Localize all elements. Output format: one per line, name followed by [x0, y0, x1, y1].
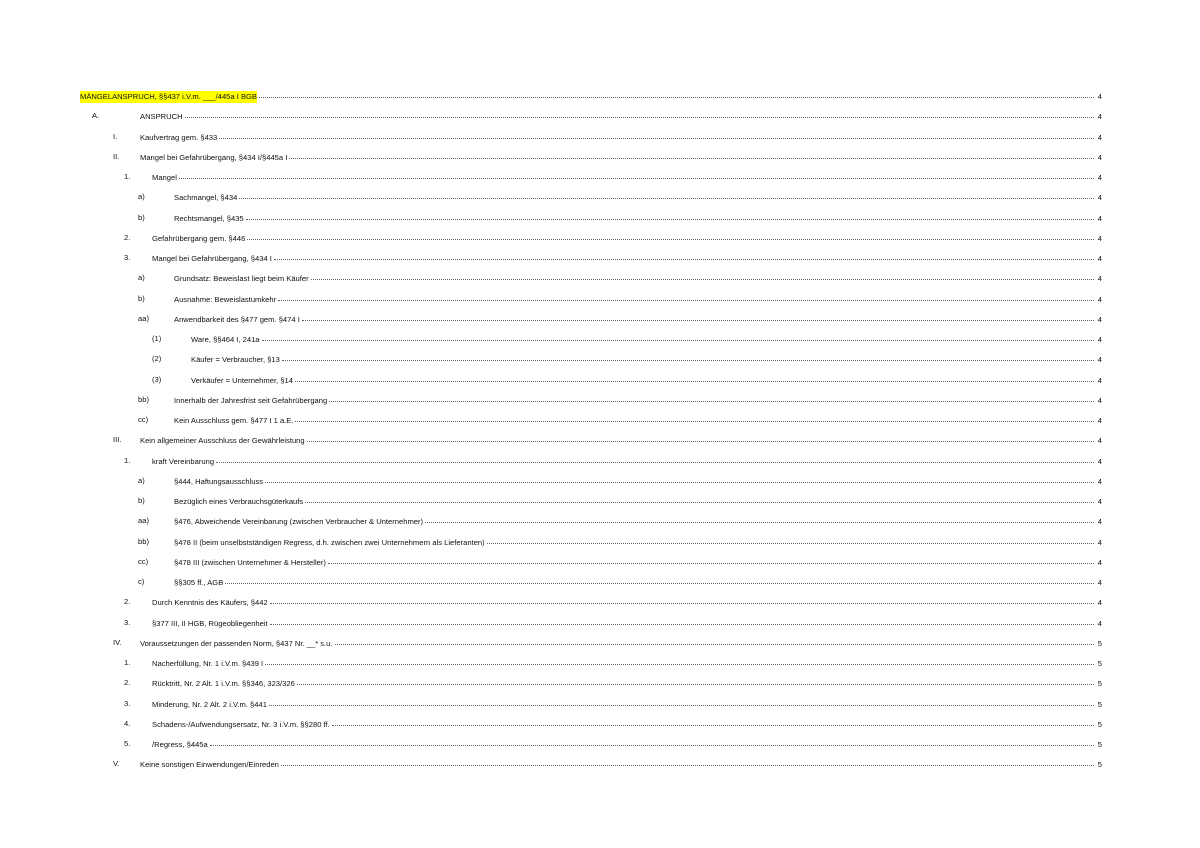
dot-leader — [210, 737, 1094, 746]
toc-entry-number: c) — [138, 577, 145, 586]
toc-entry-page-number: 4 — [1097, 618, 1102, 628]
dot-leader — [332, 717, 1094, 726]
toc-entry-page-number: 4 — [1097, 456, 1102, 466]
toc-entry-title: Rücktritt, Nr. 2 Alt. 1 i.V.m. §§346, 323/326 — [152, 679, 295, 689]
toc-entry-number: I. — [113, 131, 118, 141]
toc-entry[interactable] — [80, 272, 1102, 292]
toc-entry-page-number: 5 — [1097, 740, 1102, 749]
dot-leader — [305, 494, 1094, 503]
toc-entry-title: Käufer = Verbraucher, §13 — [191, 355, 280, 365]
toc-entry[interactable] — [80, 617, 1102, 637]
dot-leader — [295, 413, 1094, 422]
toc-entry[interactable] — [80, 293, 1102, 313]
toc-entry-page-number: 4 — [1097, 517, 1102, 527]
toc-entry[interactable] — [80, 475, 1102, 495]
toc-entry-title: Verkäufer = Unternehmer, §14 — [191, 375, 293, 385]
toc-entry[interactable] — [80, 171, 1102, 191]
toc-entry-page-number: 4 — [1097, 193, 1102, 203]
dot-leader — [239, 190, 1094, 199]
dot-leader — [265, 656, 1094, 665]
toc-entry-title: §444, Haftungsausschluss — [174, 476, 264, 486]
dot-leader — [274, 251, 1094, 260]
toc-entry-number: 1. — [124, 172, 131, 181]
toc-entry-title: Ausnahme: Beweislastumkehr — [174, 294, 277, 304]
toc-entry[interactable] — [80, 353, 1102, 373]
toc-entry-title: Kein Ausschluss gem. §477 I 1 a.E. — [174, 416, 294, 425]
toc-entry-page-number: 5 — [1097, 699, 1102, 709]
toc-entry-page-number: 5 — [1097, 760, 1102, 770]
table-of-contents — [80, 90, 1102, 779]
dot-leader — [307, 433, 1094, 442]
toc-entry[interactable] — [80, 232, 1102, 252]
toc-entry-page-number: 5 — [1097, 719, 1102, 729]
toc-entry[interactable] — [80, 596, 1102, 616]
toc-entry-number: 3. — [124, 617, 131, 627]
toc-entry-number: IV. — [113, 637, 122, 647]
toc-entry-title: Anwendbarkeit des §477 gem. §474 I — [174, 314, 300, 324]
toc-entry-title: Gefahrübergang gem. §446 — [152, 233, 246, 243]
dot-leader — [262, 332, 1094, 341]
toc-entry[interactable] — [80, 131, 1102, 151]
toc-entry[interactable] — [80, 434, 1102, 454]
toc-entry[interactable] — [80, 536, 1102, 556]
toc-entry-title: §478 II (beim unselbstständigen Regress, d.h. zwischen zwei Unternehmern als Lieferanten) — [174, 537, 485, 547]
toc-entry-page-number: 4 — [1097, 598, 1102, 608]
toc-entry-number: 3. — [124, 253, 131, 262]
toc-entry-page-number: 4 — [1097, 213, 1102, 223]
toc-entry-page-number: 4 — [1097, 416, 1102, 425]
toc-entry-title: Keine sonstigen Einwendungen/Einreden — [140, 760, 279, 770]
toc-entry-title: Ware, §§464 I, 241a — [191, 335, 260, 344]
toc-entry[interactable] — [80, 414, 1102, 434]
dot-leader — [487, 535, 1094, 544]
toc-entry-page-number: 4 — [1097, 335, 1102, 344]
toc-entry[interactable] — [80, 110, 1102, 130]
toc-entry-number: a) — [138, 273, 145, 283]
toc-entry-page-number: 4 — [1097, 375, 1102, 385]
toc-entry-title: kraft Vereinbarung — [152, 456, 215, 466]
toc-entry[interactable] — [80, 313, 1102, 333]
dot-leader — [302, 312, 1094, 321]
toc-entry-number: 2. — [124, 678, 131, 688]
toc-entry-title: Kein allgemeiner Ausschluss der Gewährleistung — [140, 436, 305, 446]
toc-entry-title: Kaufvertrag gem. §433 — [140, 132, 218, 142]
toc-entry-title: Bezüglich eines Verbrauchsgüterkaufs — [174, 497, 304, 506]
toc-entry-number: cc) — [138, 556, 149, 566]
dot-leader — [247, 231, 1094, 240]
dot-leader — [219, 130, 1094, 139]
toc-entry-title: /Regress, §445a — [152, 740, 208, 749]
dot-leader — [289, 150, 1094, 159]
dot-leader — [297, 676, 1094, 685]
toc-entry[interactable] — [80, 212, 1102, 232]
dot-leader — [259, 89, 1094, 98]
toc-entry-number: (2) — [152, 354, 162, 364]
toc-entry-page-number: 4 — [1097, 152, 1102, 162]
toc-entry-page-number: 5 — [1097, 679, 1102, 689]
toc-entry-number: aa) — [138, 313, 149, 323]
toc-entry-page-number: 4 — [1097, 355, 1102, 365]
toc-entry-page-number: 4 — [1097, 294, 1102, 304]
toc-entry-number: aa) — [138, 516, 149, 526]
toc-entry-number: II. — [113, 151, 120, 161]
toc-entry-page-number: 4 — [1097, 274, 1102, 284]
toc-entry-number: 1. — [124, 658, 131, 667]
toc-entry-number: 4. — [124, 718, 131, 728]
toc-entry-number: b) — [138, 293, 145, 303]
toc-entry-number: a) — [138, 192, 145, 202]
toc-entry-page-number: 4 — [1097, 436, 1102, 446]
toc-entry[interactable] — [80, 718, 1102, 738]
toc-entry-number: a) — [138, 475, 145, 485]
dot-leader — [246, 211, 1094, 220]
toc-entry-number: 2. — [124, 597, 131, 607]
toc-entry-page-number: 4 — [1097, 476, 1102, 486]
dot-leader — [225, 575, 1094, 584]
toc-entry-title: Durch Kenntnis des Käufers, §442 — [152, 598, 268, 608]
toc-entry-title: Sachmangel, §434 — [174, 193, 238, 203]
toc-entry-title: §377 III, II HGB, Rügeobliegenheit — [152, 618, 268, 628]
toc-entry-title: §478 III (zwischen Unternehmer & Hersteller) — [174, 557, 326, 567]
toc-entry-number: V. — [113, 759, 120, 769]
toc-entry-page-number: 4 — [1097, 173, 1102, 182]
toc-entry-page-number: 4 — [1097, 497, 1102, 506]
toc-entry-title: Grundsatz: Beweislast liegt beim Käufer — [174, 274, 309, 284]
toc-entry[interactable] — [80, 698, 1102, 718]
dot-leader — [179, 170, 1094, 179]
toc-entry[interactable] — [80, 657, 1102, 677]
toc-entry-page-number: 4 — [1097, 132, 1102, 142]
toc-entry-page-number: 5 — [1097, 638, 1102, 648]
dot-leader — [265, 474, 1094, 483]
toc-entry-title: §476, Abweichende Vereinbarung (zwischen Verbraucher & Unternehmer) — [174, 517, 424, 527]
toc-entry-page-number: 4 — [1097, 254, 1102, 263]
dot-leader — [278, 292, 1094, 301]
toc-entry-page-number: 4 — [1097, 557, 1102, 567]
toc-entry[interactable] — [80, 455, 1102, 475]
dot-leader — [328, 555, 1094, 564]
toc-entry-number: (1) — [152, 334, 162, 343]
toc-entry[interactable] — [80, 374, 1102, 394]
toc-entry[interactable] — [80, 556, 1102, 576]
toc-entry-number: A. — [92, 111, 100, 121]
toc-entry-title: §§305 ff., AGB — [174, 578, 224, 587]
dot-leader — [329, 393, 1094, 402]
dot-leader — [270, 595, 1094, 604]
dot-leader — [282, 352, 1094, 361]
dot-leader — [425, 514, 1094, 523]
toc-entry-number: b) — [138, 212, 145, 222]
toc-entry-page-number: 4 — [1097, 112, 1102, 122]
dot-leader — [311, 271, 1094, 280]
dot-leader — [269, 697, 1094, 706]
toc-entry-title: Minderung, Nr. 2 Alt. 2 i.V.m. §441 — [152, 699, 267, 709]
toc-entry-page-number: 4 — [1097, 395, 1102, 405]
toc-entry-title: Mangel bei Gefahrübergang, §434 I — [152, 254, 272, 263]
toc-entry[interactable] — [80, 677, 1102, 697]
dot-leader — [216, 454, 1094, 463]
toc-entry-number: 2. — [124, 232, 131, 242]
toc-entry-page-number: 4 — [1097, 537, 1102, 547]
toc-entry-title: Mangel — [152, 173, 177, 182]
toc-entry-number: III. — [113, 435, 122, 445]
toc-entry-number: 1. — [124, 455, 131, 465]
dot-leader — [185, 109, 1094, 118]
toc-entry[interactable] — [80, 252, 1102, 272]
toc-entry-number: (3) — [152, 374, 162, 384]
toc-entry-number: bb) — [138, 536, 149, 546]
toc-entry-title: ANSPRUCH — [140, 112, 183, 122]
toc-entry[interactable] — [80, 758, 1102, 778]
toc-entry-title: Schadens-/Aufwendungsersatz, Nr. 3 i.V.m. §§280 ff. — [152, 719, 330, 729]
toc-entry-title: Mangel bei Gefahrübergang, §434 I/§445a I — [140, 152, 288, 162]
toc-entry-number: 5. — [124, 739, 131, 748]
toc-entry-title: Innerhalb der Jahresfrist seit Gefahrübergang — [174, 395, 328, 405]
toc-entry[interactable] — [80, 90, 1102, 110]
toc-entry-number: bb) — [138, 394, 149, 404]
toc-entry-number: 3. — [124, 698, 131, 708]
toc-entry[interactable] — [80, 333, 1102, 353]
toc-entry[interactable] — [80, 394, 1102, 414]
toc-entry-page-number: 4 — [1097, 92, 1102, 101]
dot-leader — [281, 757, 1094, 766]
dot-leader — [270, 616, 1094, 625]
toc-entry[interactable] — [80, 576, 1102, 596]
toc-entry[interactable] — [80, 495, 1102, 515]
toc-entry-number: cc) — [138, 415, 149, 424]
toc-entry-number: b) — [138, 496, 145, 505]
toc-entry[interactable] — [80, 515, 1102, 535]
toc-entry[interactable] — [80, 151, 1102, 171]
toc-entry-page-number: 4 — [1097, 578, 1102, 587]
toc-entry[interactable] — [80, 637, 1102, 657]
dot-leader — [335, 636, 1095, 645]
toc-entry-title: Voraussetzungen der passenden Norm, §437 Nr. __* s.u. — [140, 638, 333, 648]
dot-leader — [295, 373, 1094, 382]
toc-entry[interactable] — [80, 738, 1102, 758]
toc-entry-page-number: 4 — [1097, 314, 1102, 324]
toc-entry[interactable] — [80, 191, 1102, 211]
toc-entry-page-number: 5 — [1097, 659, 1102, 668]
toc-entry-title: Rechtsmangel, §435 — [174, 213, 244, 223]
toc-entry-page-number: 4 — [1097, 233, 1102, 243]
toc-entry-title: MÄNGELANSPRUCH, §§437 i.V.m. ___/445a I BGB — [80, 92, 257, 101]
toc-entry-title: Nacherfüllung, Nr. 1 i.V.m. §439 I — [152, 659, 264, 668]
